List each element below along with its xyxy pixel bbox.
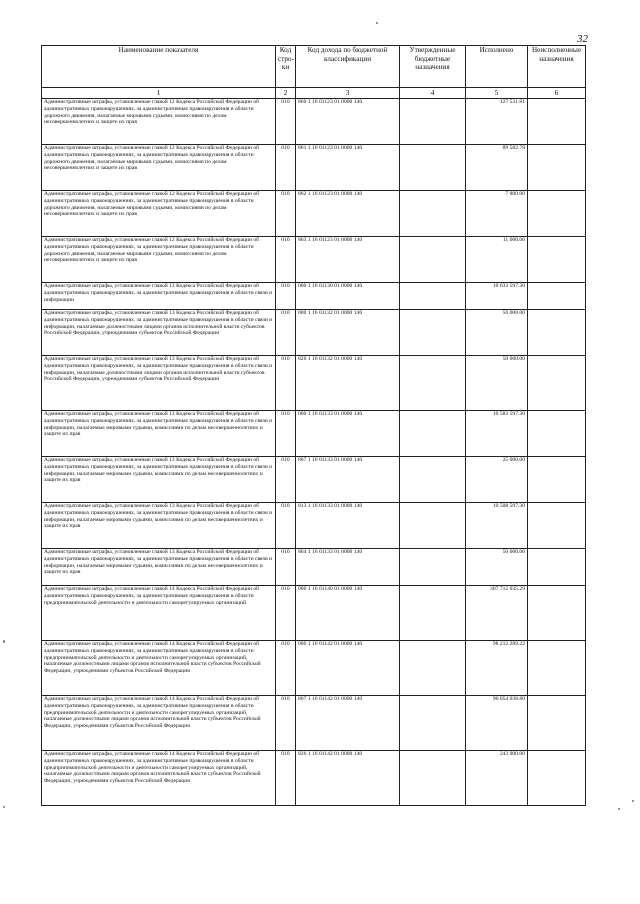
scan-speck (376, 22, 378, 24)
row-line-code: 010 (276, 310, 296, 356)
row-indicator-name: Административные штрафы, установленные главой 13 Кодекса Российской Федерации об административных правонарушениях, за административные правонарушения в области связи и информации, налагаемые мировыми судьями, комиссиями по делам несовершеннолетних и защите их прав (42, 549, 276, 586)
row-income-code: 826 1 16 01132 01 0000 140 (296, 356, 400, 411)
row-income-code: 860 1 16 01123 01 0000 140 (296, 99, 400, 145)
row-unexecuted-amount (528, 356, 586, 411)
row-executed-amount: 89 582.78 (466, 145, 528, 191)
table-row (42, 641, 586, 696)
row-unexecuted-amount (528, 283, 586, 310)
table-row (42, 503, 586, 549)
table-row (42, 751, 586, 806)
row-indicator-name: Административные штрафы, установленные главой 12 Кодекса Российской Федерации об административных правонарушениях, за административные правонарушения в области дорожного движения, налагаемые мировыми судьями, комиссиями по делам несовершеннолетних и защите их прав (42, 237, 276, 283)
column-number: 5 (466, 88, 528, 99)
row-line-code: 010 (276, 145, 296, 191)
row-executed-amount: 11 000.00 (466, 237, 528, 283)
row-income-code: 000 1 16 01142 01 0000 140 (296, 641, 400, 696)
row-unexecuted-amount (528, 641, 586, 696)
row-unexecuted-amount (528, 99, 586, 145)
row-indicator-name: Административные штрафы, установленные главой 13 Кодекса Российской Федерации об административных правонарушениях, за административные правонарушения в области связи и информации, налагаемые должностными лицами органов исполнительной власти субъектов Российской Федерации, учреждениями субъектов Российской Федерации (42, 310, 276, 356)
row-executed-amount: 7 800.00 (466, 191, 528, 237)
table-row (42, 283, 586, 310)
row-income-code: 000 1 16 01130 01 0000 140 (296, 283, 400, 310)
table-row (42, 310, 586, 356)
row-line-code: 010 (276, 411, 296, 457)
row-approved-amount (400, 99, 466, 145)
row-unexecuted-amount (528, 191, 586, 237)
row-unexecuted-amount (528, 549, 586, 586)
row-line-code: 010 (276, 549, 296, 586)
row-line-code: 010 (276, 356, 296, 411)
row-executed-amount: 50 000.00 (466, 310, 528, 356)
row-unexecuted-amount (528, 145, 586, 191)
column-number: 1 (42, 88, 276, 99)
row-executed-amount: 50 000.00 (466, 549, 528, 586)
table-row (42, 145, 586, 191)
row-approved-amount (400, 145, 466, 191)
row-unexecuted-amount (528, 751, 586, 806)
row-line-code: 010 (276, 751, 296, 806)
table-row (42, 549, 586, 586)
row-income-code: 862 1 16 01123 01 0000 140 (296, 191, 400, 237)
header-income-code: Код дохода по бюджетной классификации (296, 46, 400, 88)
row-indicator-name: Административные штрафы, установленные главой 13 Кодекса Российской Федерации об административных правонарушениях, за административные правонарушения в области связи и информации (42, 283, 276, 310)
table-body (42, 99, 586, 806)
row-unexecuted-amount (528, 411, 586, 457)
row-unexecuted-amount (528, 237, 586, 283)
row-approved-amount (400, 237, 466, 283)
table-row (42, 99, 586, 145)
row-approved-amount (400, 191, 466, 237)
table-row (42, 411, 586, 457)
row-income-code: 000 1 16 01132 01 0000 140 (296, 310, 400, 356)
column-number: 3 (296, 88, 400, 99)
table-row (42, 696, 586, 751)
row-approved-amount (400, 503, 466, 549)
row-indicator-name: Административные штрафы, установленные главой 12 Кодекса Российской Федерации об административных правонарушениях, за административные правонарушения в области дорожного движения, налагаемые мировыми судьями, комиссиями по делам несовершеннолетних и защите их прав (42, 145, 276, 191)
scan-speck (3, 640, 5, 643)
table-header (42, 46, 586, 99)
row-line-code: 010 (276, 237, 296, 283)
row-income-code: 813 1 16 01133 01 0000 140 (296, 503, 400, 549)
row-indicator-name: Административные штрафы, установленные главой 13 Кодекса Российской Федерации об административных правонарушениях, за административные правонарушения в области связи и информации, налагаемые должностными лицами органов исполнительной власти субъектов Российской Федерации, учреждениями субъектов Российской Федерации (42, 356, 276, 411)
row-executed-amount: 10 583 597.30 (466, 411, 528, 457)
row-executed-amount: 96 054 038.80 (466, 696, 528, 751)
row-approved-amount (400, 356, 466, 411)
row-indicator-name: Административные штрафы, установленные главой 14 Кодекса Российской Федерации об административных правонарушениях, за административные правонарушения в области предпринимательской деятельности и деятельности саморегулируемых организаций, налагаемые должностными лицами органов исполнительной власти субъектов Российской Федерации, учреждениями субъектов Российской Федерации (42, 751, 276, 806)
row-income-code: 863 1 16 01123 01 0000 140 (296, 237, 400, 283)
row-income-code: 864 1 16 01133 01 0000 140 (296, 549, 400, 586)
row-indicator-name: Административные штрафы, установленные главой 14 Кодекса Российской Федерации об административных правонарушениях, за административные правонарушения в области предпринимательской деятельности и деятельности саморегулируемых организаций, налагаемые должностными лицами органов исполнительной власти субъектов Российской Федерации, учреждениями субъектов Российской Федерации (42, 696, 276, 751)
scan-speck (3, 806, 5, 808)
row-line-code: 010 (276, 641, 296, 696)
column-number: 6 (528, 88, 586, 99)
row-approved-amount (400, 411, 466, 457)
row-unexecuted-amount (528, 310, 586, 356)
column-number-row (42, 88, 586, 99)
table-row (42, 191, 586, 237)
header-line-code: Код стро-ки (276, 46, 296, 88)
row-executed-amount: 10 633 597.30 (466, 283, 528, 310)
table-row (42, 237, 586, 283)
income-report-table (41, 45, 586, 806)
row-indicator-name: Административные штрафы, установленные главой 14 Кодекса Российской Федерации об административных правонарушениях, за административные правонарушения в области предпринимательской деятельности и деятельности саморегулируемых организаций, налагаемые должностными лицами органов исполнительной власти субъектов Российской Федерации, учреждениями субъектов Российской Федерации (42, 641, 276, 696)
row-indicator-name: Административные штрафы, установленные главой 13 Кодекса Российской Федерации об административных правонарушениях, за административные правонарушения в области связи и информации, налагаемые мировыми судьями, комиссиями по делам несовершеннолетних и защите их прав (42, 503, 276, 549)
row-unexecuted-amount (528, 586, 586, 641)
column-number: 4 (400, 88, 466, 99)
row-approved-amount (400, 751, 466, 806)
row-income-code: 807 1 16 01142 01 0000 140 (296, 696, 400, 751)
row-approved-amount (400, 641, 466, 696)
table-row (42, 457, 586, 503)
row-approved-amount (400, 283, 466, 310)
row-indicator-name: Административные штрафы, установленные главой 12 Кодекса Российской Федерации об административных правонарушениях, за административные правонарушения в области дорожного движения, налагаемые мировыми судьями, комиссиями по делам несовершеннолетних и защите их прав (42, 99, 276, 145)
row-income-code: 807 1 16 01133 01 0000 140 (296, 457, 400, 503)
page-number: 32 (577, 33, 588, 45)
row-line-code: 010 (276, 503, 296, 549)
row-unexecuted-amount (528, 696, 586, 751)
row-unexecuted-amount (528, 457, 586, 503)
row-indicator-name: Административные штрафы, установленные главой 12 Кодекса Российской Федерации об административных правонарушениях, за административные правонарушения в области дорожного движения, налагаемые мировыми судьями, комиссиями по делам несовершеннолетних и защите их прав (42, 191, 276, 237)
header-unexecuted: Неисполненные назначения (528, 46, 586, 88)
row-indicator-name: Административные штрафы, установленные главой 14 Кодекса Российской Федерации об административных правонарушениях, за административные правонарушения в области предпринимательской деятельности и деятельности саморегулируемых организаций (42, 586, 276, 641)
row-indicator-name: Административные штрафы, установленные главой 13 Кодекса Российской Федерации об административных правонарушениях, за административные правонарушения в области связи и информации, налагаемые мировыми судьями, комиссиями по делам несовершеннолетних и защите их прав (42, 411, 276, 457)
header-approved: Утвержденные бюджетные назначения (400, 46, 466, 88)
row-line-code: 010 (276, 283, 296, 310)
row-income-code: 000 1 16 01133 01 0000 140 (296, 411, 400, 457)
table-row (42, 586, 586, 641)
row-approved-amount (400, 549, 466, 586)
row-approved-amount (400, 457, 466, 503)
row-line-code: 010 (276, 696, 296, 751)
header-executed: Исполнено (466, 46, 528, 88)
table-row (42, 356, 586, 411)
row-executed-amount: 243 000.00 (466, 751, 528, 806)
row-executed-amount: 127 531.81 (466, 99, 528, 145)
row-line-code: 010 (276, 586, 296, 641)
row-line-code: 010 (276, 99, 296, 145)
row-line-code: 010 (276, 191, 296, 237)
column-number: 2 (276, 88, 296, 99)
row-approved-amount (400, 310, 466, 356)
scan-speck (618, 808, 620, 810)
row-executed-amount: 10 508 597.30 (466, 503, 528, 549)
row-income-code: 826 1 16 01142 01 0000 140 (296, 751, 400, 806)
row-executed-amount: 307 712 035.29 (466, 586, 528, 641)
row-unexecuted-amount (528, 503, 586, 549)
row-approved-amount (400, 586, 466, 641)
row-income-code: 000 1 16 01140 01 0000 140 (296, 586, 400, 641)
row-executed-amount: 50 000.00 (466, 356, 528, 411)
row-income-code: 861 1 16 01123 01 0000 140 (296, 145, 400, 191)
row-approved-amount (400, 696, 466, 751)
row-executed-amount: 25 000.00 (466, 457, 528, 503)
header-indicator-name: Наименование показателя (42, 46, 276, 88)
row-executed-amount: 98 212 289.22 (466, 641, 528, 696)
row-line-code: 010 (276, 457, 296, 503)
row-indicator-name: Административные штрафы, установленные главой 13 Кодекса Российской Федерации об административных правонарушениях, за административные правонарушения в области связи и информации, налагаемые мировыми судьями, комиссиями по делам несовершеннолетних и защите их прав (42, 457, 276, 503)
scan-speck (632, 800, 634, 802)
